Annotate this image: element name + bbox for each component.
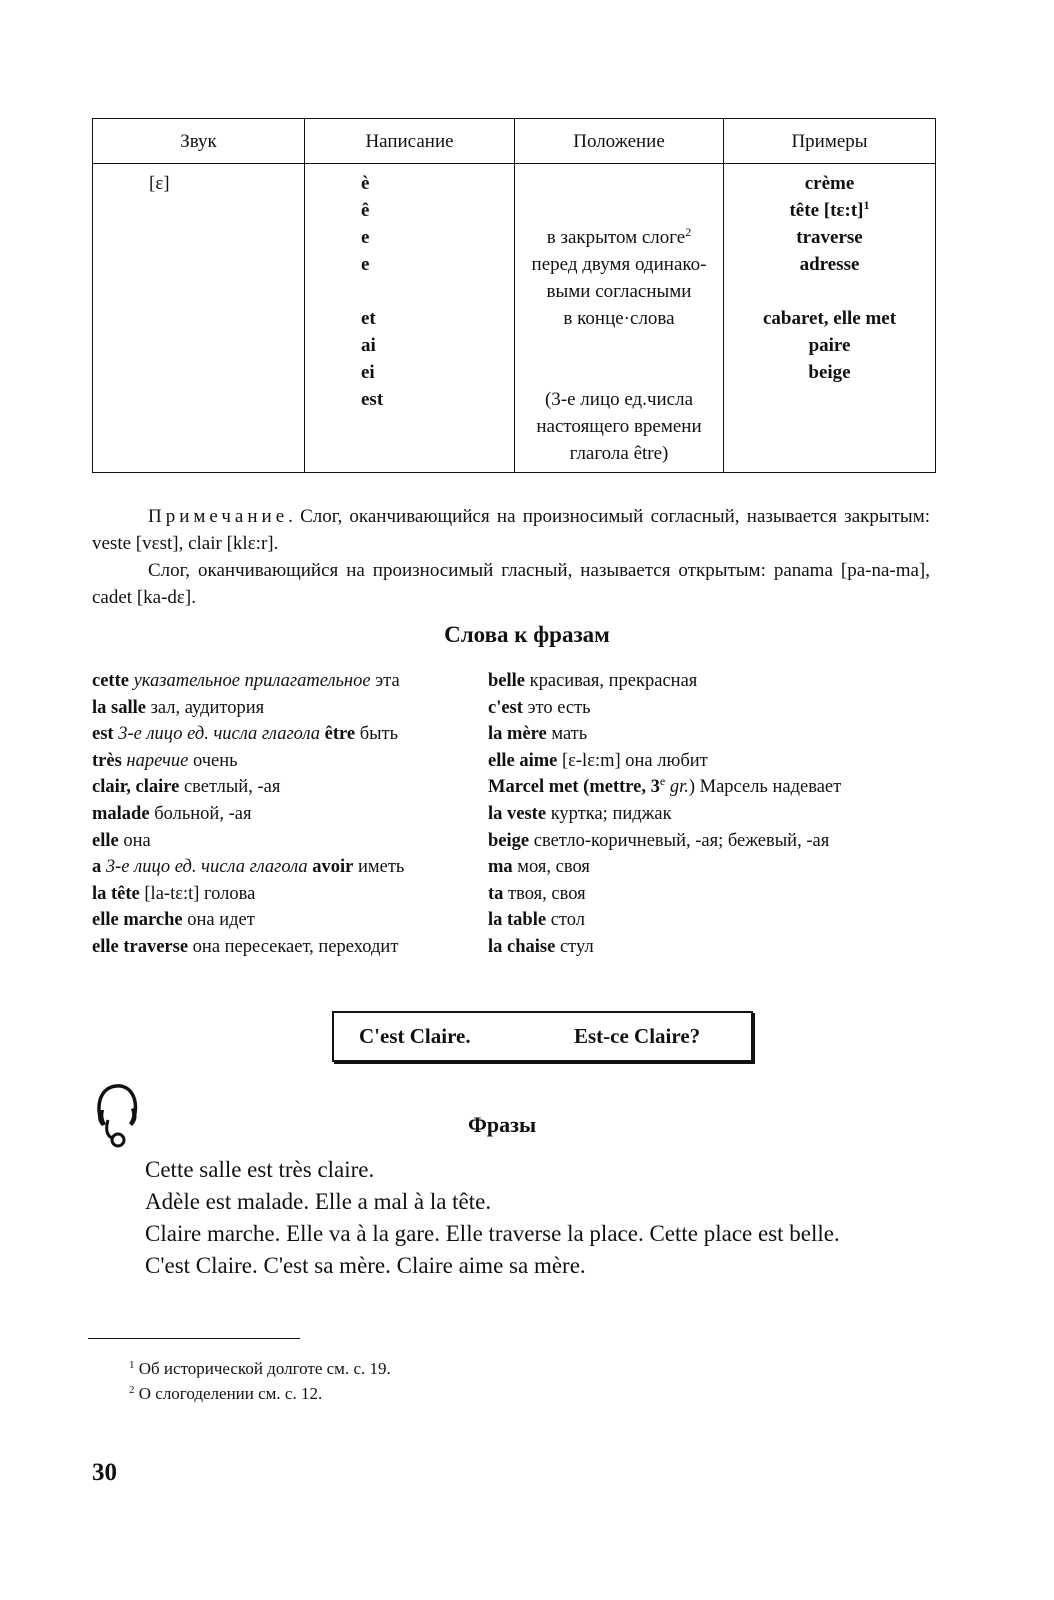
- position-line: [515, 170, 723, 197]
- examples-text: paire: [808, 335, 851, 356]
- spelling-text: e: [361, 227, 370, 248]
- examples-text: traverse: [796, 227, 863, 248]
- position-text: в закрытом слоге: [546, 227, 686, 248]
- vocab-entry: [488, 907, 938, 934]
- position-line: [515, 386, 723, 413]
- vocab-segment: стул: [555, 936, 594, 957]
- examples-line: [724, 332, 935, 359]
- vocab-segment: мать: [546, 724, 588, 745]
- vocab-segment: [la-tɛ:t] голова: [139, 883, 256, 904]
- spelling-line: [305, 386, 514, 413]
- vocab-segment: она: [118, 830, 151, 851]
- vocab-segment: она идет: [182, 910, 255, 931]
- examples-line: [724, 278, 935, 305]
- position-line: [515, 197, 723, 224]
- vocab-segment: это есть: [522, 697, 591, 718]
- spelling-text: ê: [361, 200, 370, 221]
- vocab-segment: светлый, -ая: [179, 777, 281, 798]
- vocab-segment: la veste: [488, 803, 547, 824]
- sound-text: [ɛ]: [149, 173, 170, 194]
- spelling-line: [305, 305, 514, 332]
- vocab-segment: больной, -ая: [149, 803, 252, 824]
- vocab-entry: [488, 934, 938, 961]
- footnotes: [129, 1356, 391, 1406]
- position-text: глагола être): [569, 443, 669, 464]
- position-line: [515, 278, 723, 305]
- vocab-left-column: [92, 668, 477, 961]
- note-text-1: . Слог, оканчивающийся на произносимый согласный, называется закрытым: veste [vɛst], clair [klɛ:r].: [92, 506, 930, 554]
- vocab-segment: a: [92, 857, 102, 878]
- examples-text: cabaret, elle met: [762, 308, 897, 329]
- footnote-marker: 1: [863, 198, 870, 212]
- spelling-cell: [305, 164, 515, 473]
- vocab-segment: зал, аудитория: [145, 697, 265, 718]
- phrase-line: Adèle est malade. Elle a mal à la tête.: [145, 1189, 492, 1214]
- vocab-entry: [92, 748, 477, 775]
- spelling-line: [305, 224, 514, 251]
- note-label: Примечание: [148, 506, 289, 527]
- spelling-line: [305, 251, 514, 278]
- examples-line: [724, 197, 935, 224]
- position-line: [515, 305, 723, 332]
- headset-icon: [94, 1080, 142, 1150]
- spelling-line: [305, 197, 514, 224]
- vocab-segment: красивая, прекрасная: [525, 671, 698, 691]
- header-position: Положение: [515, 119, 724, 164]
- spelling-text: et: [361, 308, 376, 329]
- vocab-segment: 3-е лицо ед. числа глагола: [105, 857, 308, 878]
- header-sound: Звук: [93, 119, 305, 164]
- vocab-entry: [92, 934, 477, 961]
- spelling-text: è: [361, 173, 370, 194]
- vocab-right-column: [488, 668, 938, 961]
- vocab-segment: [ɛ-lɛ:m] она любит: [557, 750, 708, 771]
- spelling-line: [305, 332, 514, 359]
- vocab-entry: [488, 881, 938, 908]
- note-paragraph-1: [92, 503, 930, 557]
- vocab-segment: beige: [488, 830, 530, 851]
- sound-cell: [93, 164, 305, 473]
- vocab-segment: malade: [92, 803, 150, 824]
- examples-text: adresse: [799, 254, 860, 275]
- phrase-line: Cette salle est très claire.: [145, 1157, 375, 1182]
- spelling-line: [305, 170, 514, 197]
- vocab-segment: эта: [370, 671, 400, 691]
- vocab-entry: [488, 668, 938, 695]
- vocab-segment: ta: [488, 883, 504, 904]
- footnote-number: 2: [129, 1384, 135, 1396]
- vocab-segment: la chaise: [488, 936, 556, 957]
- vocab-entry: [488, 721, 938, 748]
- vocab-segment: clair, claire: [92, 777, 180, 798]
- vocab-entry: [488, 695, 938, 722]
- vocab-entry: [488, 801, 938, 828]
- note: [92, 503, 930, 611]
- vocab-entry: [92, 668, 477, 695]
- note-paragraph-2: Слог, оканчивающийся на произносимый гласный, называется открытым: panama [pa-na-ma], cadet [ka-dɛ].: [92, 560, 930, 608]
- examples-line: [724, 251, 935, 278]
- footnote-text: О слогоделении см. с. 12.: [134, 1384, 323, 1403]
- examples-line: [724, 170, 935, 197]
- vocab-segment: указательное прилагательное: [133, 671, 371, 691]
- footnote: [129, 1356, 391, 1381]
- vocab-entry: [92, 774, 477, 801]
- example-frame: [332, 1011, 753, 1062]
- position-line: [515, 359, 723, 386]
- vocab-entry: [92, 881, 477, 908]
- vocab-segment: cette: [92, 671, 129, 691]
- phrases-block: [92, 1154, 925, 1282]
- vocab-segment: belle: [488, 671, 525, 691]
- position-line: [515, 440, 723, 467]
- vocab-segment: иметь: [353, 857, 405, 878]
- header-spelling: Написание: [305, 119, 515, 164]
- vocab-entry: [92, 854, 477, 881]
- vocab-segment: elle marche: [92, 910, 183, 931]
- vocab-segment: elle traverse: [92, 936, 189, 957]
- spelling-text: est: [361, 389, 384, 410]
- examples-line: [724, 305, 935, 332]
- table-header-row: [93, 119, 936, 164]
- footnote-divider: [88, 1338, 300, 1339]
- vocab-segment: c'est: [488, 697, 523, 718]
- vocab-entry: [488, 828, 938, 855]
- vocab-entry: [92, 907, 477, 934]
- examples-text: crème: [804, 173, 855, 194]
- vocab-entry: [488, 854, 938, 881]
- examples-line: [724, 224, 935, 251]
- vocab-segment: est: [92, 724, 114, 745]
- vocab-segment: la mère: [488, 724, 547, 745]
- vocab-segment: elle aime: [488, 750, 558, 771]
- table-row: [93, 164, 936, 473]
- vocab-segment: avoir: [312, 857, 354, 878]
- footnote-marker: 2: [685, 225, 692, 239]
- examples-line: [724, 359, 935, 386]
- vocab-segment: стол: [546, 910, 585, 931]
- vocab-segment: e: [659, 774, 666, 789]
- vocab-segment: куртка; пиджак: [546, 803, 672, 824]
- vocab-segment: Marcel met (mettre, 3: [488, 777, 660, 798]
- vocab-segment: моя, своя: [512, 857, 590, 878]
- spelling-text: ai: [361, 335, 376, 356]
- position-text: (3-е лицо ед.числа: [544, 389, 694, 410]
- position-line: [515, 224, 723, 251]
- vocab-entry: [92, 828, 477, 855]
- footnote-number: 1: [129, 1359, 135, 1371]
- position-line: [515, 332, 723, 359]
- vocab-segment: elle: [92, 830, 119, 851]
- spelling-text: e: [361, 254, 370, 275]
- vocab-segment: светло-коричневый, -ая; бежевый, -ая: [529, 830, 830, 851]
- phonetics-table: [92, 118, 936, 473]
- footnote-text: Об исторической долготе см. с. 19.: [134, 1359, 391, 1378]
- position-text: настоящего времени: [536, 416, 702, 437]
- examples-text: tête [tɛ:t]: [789, 200, 864, 221]
- vocab-segment: gr.: [669, 777, 689, 798]
- spelling-text: ei: [361, 362, 375, 383]
- vocab-entry: [488, 774, 938, 801]
- vocab-segment: la salle: [92, 697, 146, 718]
- position-text: перед двумя одинако-: [531, 254, 707, 275]
- frame-question: Est-ce Claire?: [574, 1024, 701, 1048]
- examples-text: beige: [808, 362, 851, 383]
- vocab-segment: ma: [488, 857, 513, 878]
- position-cell: [515, 164, 724, 473]
- position-line: [515, 413, 723, 440]
- phrase-line: Claire marche. Elle va à la gare. Elle traverse la place. Cette place est belle.: [145, 1221, 840, 1246]
- position-text: выми согласными: [546, 281, 692, 302]
- vocab-segment: быть: [355, 724, 399, 745]
- spelling-line: [305, 359, 514, 386]
- page-number: 30: [92, 1459, 117, 1486]
- vocab-segment: наречие: [126, 750, 189, 771]
- vocab-segment: 3-е лицо ед. числа глагола: [118, 724, 320, 745]
- footnote: [129, 1381, 391, 1406]
- vocab-entry: [92, 695, 477, 722]
- phrase-line: C'est Claire. C'est sa mère. Claire aime sa mère.: [145, 1253, 586, 1278]
- vocab-segment: очень: [188, 750, 238, 771]
- vocab-segment: она пересекает, переходит: [188, 936, 399, 957]
- frame-statement: C'est Claire.: [359, 1024, 471, 1048]
- vocab-segment: твоя, своя: [503, 883, 586, 904]
- spelling-line: [305, 278, 514, 305]
- vocab-segment: la tête: [92, 883, 140, 904]
- vocab-entry: [488, 748, 938, 775]
- vocab-entry: [92, 721, 477, 748]
- position-text: в конце·слова: [563, 308, 675, 329]
- sound-line: [93, 170, 304, 197]
- vocab-segment: la table: [488, 910, 547, 931]
- phrases-title: Фразы: [468, 1112, 537, 1137]
- vocab-entry: [92, 801, 477, 828]
- header-examples: Примеры: [724, 119, 936, 164]
- vocab-segment: ) Марсель надевает: [688, 777, 842, 798]
- position-line: [515, 251, 723, 278]
- vocab-segment: être: [324, 724, 356, 745]
- vocab-title: Слова к фразам: [444, 622, 610, 647]
- examples-cell: [724, 164, 936, 473]
- vocab-segment: très: [92, 750, 122, 771]
